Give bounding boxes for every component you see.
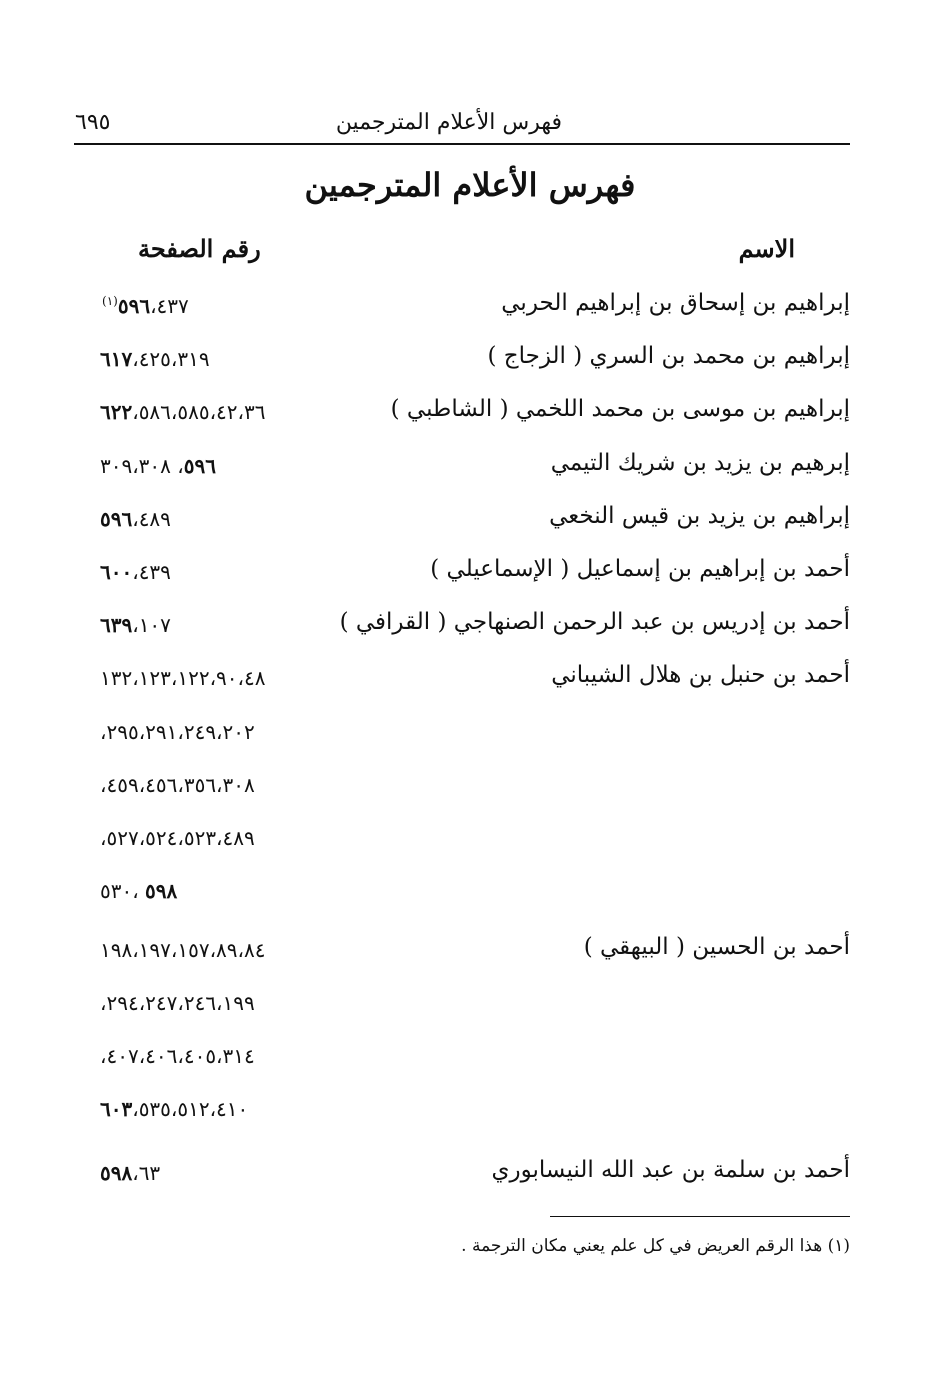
entry-name: إبراهيم بن محمد بن السري ( الزجاج ) — [487, 343, 850, 370]
page-numbers: ،٤٢٥،٣١٩ — [132, 347, 210, 372]
entry-name: أحمد بن إبراهيم بن إسماعيل ( الإسماعيلي ) — [430, 556, 850, 582]
entry-page-numbers — [100, 1161, 322, 1185]
page-numbers: ،٥٨٦،٥٨٥،٤٢،٣٦ — [132, 400, 266, 425]
page-numbers: ،٦٣ — [132, 1161, 161, 1186]
entry-name: أحمد بن حنبل بن هلال الشيباني — [551, 662, 850, 689]
main-page-number: ٥٩٨ — [145, 879, 178, 904]
page-numbers: ،٢٩٤،٢٤٧،٢٤٦،١٩٩ — [100, 990, 255, 1015]
page-numbers: ١٣٢،١٢٣،١٢٢،٩٠،٤٨ — [100, 666, 266, 691]
entry-page-numbers — [100, 826, 322, 850]
entry-page-numbers — [100, 613, 322, 637]
entry-page-numbers — [100, 938, 322, 962]
footnote-ref: (١) — [102, 294, 118, 309]
entry-page-numbers — [100, 1044, 322, 1068]
column-header-page: رقم الصفحة — [138, 234, 261, 263]
index-title: فهرس الأعلام المترجمين — [304, 166, 636, 204]
page-numbers: ١٩٨،١٩٧،١٥٧،٨٩،٨٤ — [100, 937, 266, 962]
entry-page-numbers — [100, 454, 322, 478]
entry-page-numbers — [100, 400, 322, 424]
running-header-title: فهرس الأعلام المترجمين — [335, 110, 562, 135]
page-numbers: ،٢٩٥،٢٩١،٢٤٩،٢٠٢ — [100, 719, 255, 744]
entry-page-numbers — [100, 773, 322, 797]
entry-page-numbers — [100, 507, 322, 531]
main-page-number: ٥٩٦ — [183, 453, 216, 478]
page-numbers: ،٥٣٠ — [100, 879, 146, 904]
page-numbers: ،٤٨٩ — [132, 506, 171, 531]
page-numbers: ،٤٣٧ — [150, 294, 189, 318]
main-page-number: ٦٣٩ — [100, 613, 133, 638]
entry-page-numbers — [100, 294, 322, 318]
entry-name: إبراهيم بن يزيد بن قيس النخعي — [549, 502, 850, 529]
page-numbers: ،٤٣٩ — [132, 560, 171, 584]
page-number: ٦٩٥ — [75, 110, 111, 135]
page-numbers: ،٥٣٥،٥١٢،٤١٠ — [132, 1097, 249, 1122]
column-header-name: الاسم — [738, 234, 795, 263]
entry-name: إبراهيم بن إسحاق بن إبراهيم الحربي — [501, 290, 850, 316]
entry-page-numbers — [100, 720, 322, 744]
page-numbers: ،٤٥٩،٤٥٦،٣٥٦،٣٠٨ — [100, 772, 255, 797]
page-numbers: ،١٠٧ — [132, 613, 171, 638]
main-page-number: ٦١٧ — [100, 347, 133, 372]
entry-name: أحمد بن إدريس بن عبد الرحمن الصنهاجي ( القرافي ) — [339, 609, 850, 636]
page-numbers: ، ٣٠٩،٣٠٨ — [100, 453, 184, 478]
page-numbers: ،٤٠٧،٤٠٦،٤٠٥،٣١٤ — [100, 1044, 255, 1069]
main-page-number: ٦٠٠ — [100, 560, 133, 584]
entry-name: إبرهيم بن يزيد بن شريك التيمي — [550, 449, 850, 476]
entry-page-numbers — [100, 991, 322, 1015]
page-numbers: ،٥٢٧،٥٢٤،٥٢٣،٤٨٩ — [100, 826, 255, 850]
main-page-number: ٦٢٢ — [100, 400, 133, 425]
entry-name: أحمد بن الحسين ( البيهقي ) — [583, 933, 850, 960]
main-page-number: ٥٩٦ — [117, 294, 151, 318]
entry-name: أحمد بن سلمة بن عبد الله النيسابوري — [491, 1157, 850, 1184]
entry-page-numbers — [100, 879, 322, 903]
entry-page-numbers — [100, 666, 322, 690]
entry-name: إبراهيم بن موسى بن محمد اللخمي ( الشاطبي ) — [390, 396, 850, 423]
footnote: (١) هذا الرقم العريض في كل علم يعني مكان الترجمة . — [461, 1236, 850, 1256]
entry-page-numbers — [100, 560, 322, 584]
entry-page-numbers — [100, 347, 322, 371]
header-rule — [74, 143, 850, 145]
main-page-number: ٥٩٨ — [100, 1161, 133, 1186]
main-page-number: ٦٠٣ — [100, 1097, 133, 1122]
main-page-number: ٥٩٦ — [100, 506, 133, 531]
entry-page-numbers — [100, 1097, 322, 1121]
footnote-rule — [550, 1216, 850, 1217]
